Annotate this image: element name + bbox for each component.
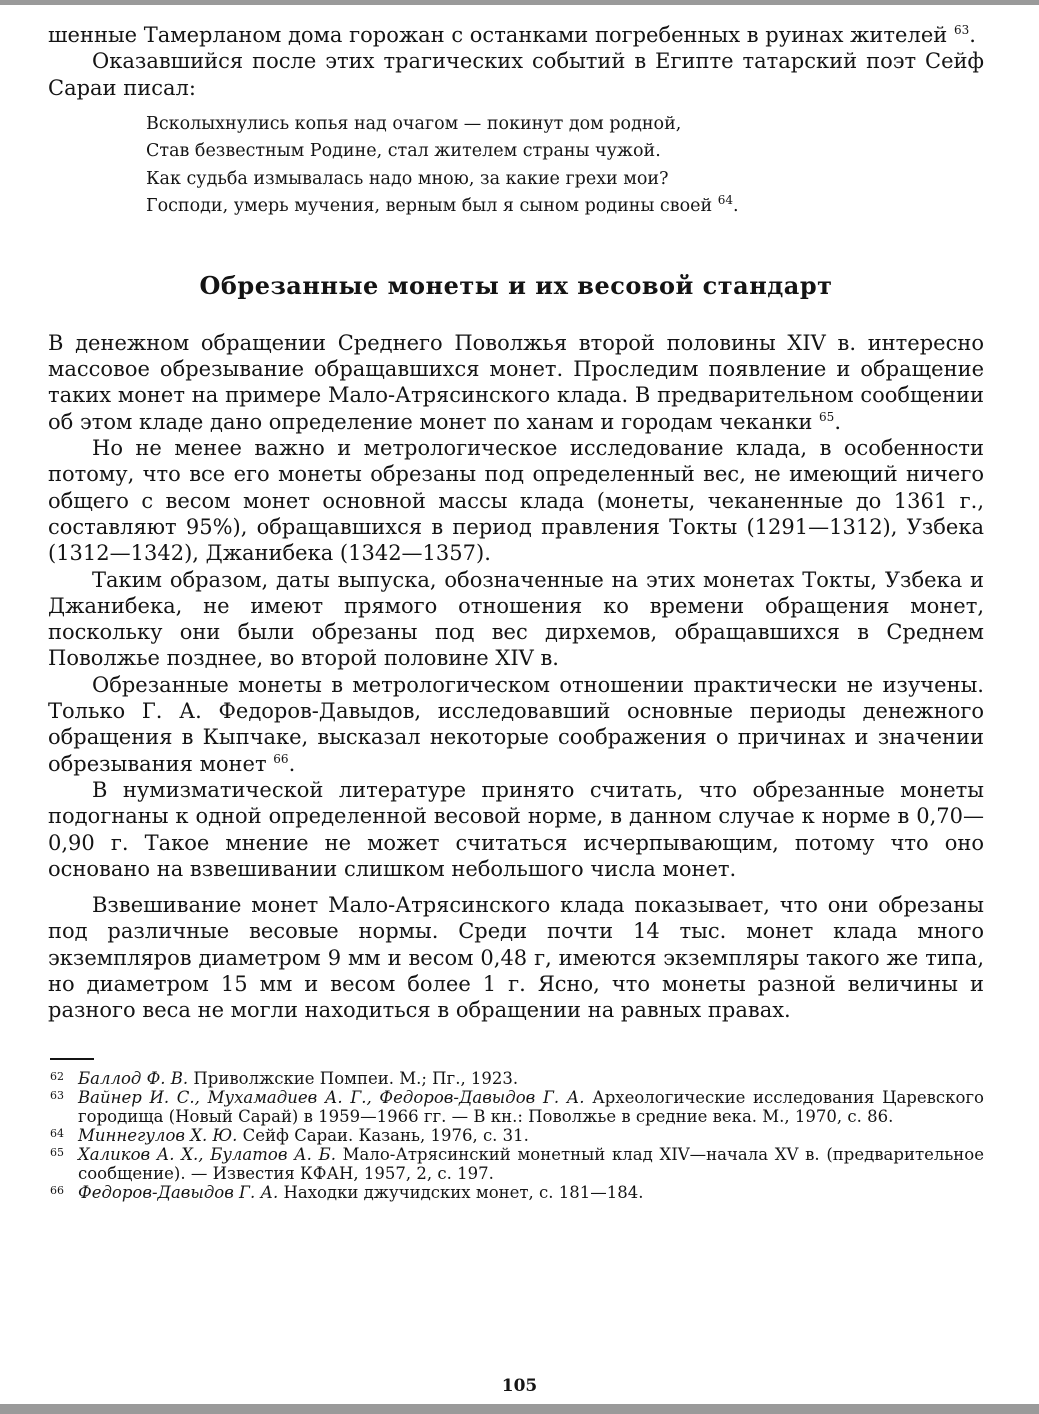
footnote-text: Приволжские Помпеи. М.; Пг., 1923. — [188, 1068, 519, 1088]
footnote-author: Баллод Ф. В. — [78, 1068, 189, 1088]
footnote — [48, 1069, 984, 1088]
footnote-text: Сейф Сараи. Казань, 1976, с. 31. — [237, 1125, 529, 1145]
viewer-bottom-border — [0, 1404, 1039, 1414]
continuation-paragraph: шенные Тамерланом дома горожан с останками погребенных в руинах жителей $^{63}$. — [48, 23, 976, 47]
body-paragraph: Взвешивание монет Мало-Атрясинского клада показывает, что они обрезаны под различные весовые нормы. Среди почти 14 тыс. монет клада много экземпляров диаметром 9 мм и весом 0,48 г, имеются экземпляры такого же типа, но диаметром 15 мм и весом более 1 г. Ясно, что монеты разной величины и разного веса не могли находиться в обращении на равных правах. — [48, 893, 984, 1023]
body-paragraph: Но не менее важно и метрологическое исследование клада, в особенности потому, что все его монеты обрезаны под определенный вес, не имеющий ничего общего с весом монет основной массы клада (монеты, чеканенные до 1361 г., составляют 95%), обращавшихся в период правления Токты (1291—1312), Узбека (1312—1342), Джанибека (1342—1357). — [48, 436, 984, 566]
footnote — [48, 1183, 984, 1202]
footnote-text: Мало-Атрясинский монетный клад XIV—начала XV в. (предварительное сообщение). — Известия КФАН, 1957, 2, с. 197. — [78, 1144, 984, 1183]
footnote-number: 64 — [50, 1126, 64, 1140]
body-paragraph: В нумизматической литературе принято считать, что обрезанные монеты подогнаны к одной определенной весовой норме, в данном случае к норме в 0,70—0,90 г. Такое мнение не может считаться исчерпывающим, потому что оно основано на взвешивании слишком небольшого числа монет. — [48, 777, 984, 881]
footnote-text: Находки джучидских монет, с. 181—184. — [278, 1182, 644, 1202]
poem-line: Как судьба измывалась надо мною, за какие грехи мои? — [146, 168, 669, 189]
footnote-author: Халиков А. Х., Булатов А. Б. — [78, 1144, 336, 1164]
page-number: 105 — [501, 1376, 538, 1396]
footnote — [48, 1126, 984, 1145]
footnote-ref-65: 65 — [819, 409, 835, 424]
footnote-author: Федоров-Давыдов Г. А. — [78, 1182, 279, 1202]
poem-line: Став безвестным Родине, стал жителем страны чужой. — [146, 141, 661, 162]
poem — [146, 111, 984, 221]
footnote-number: 62 — [50, 1069, 64, 1083]
footnote-ref-63: 63 — [953, 23, 970, 37]
footnote-text: Археологические исследования Царевского городища (Новый Сарай) в 1959—1966 гг. — В кн.: Поволжье в средние века. М., 1970, с. 86. — [78, 1087, 984, 1126]
poem-line: Всколыхнулись копья над очагом — покинут дом родной, — [146, 113, 682, 134]
body-paragraph: В денежном обращении Среднего Поволжья второй половины XIV в. интересно массовое обрезывание обращавшихся монет. Проследим появление и обращение таких монет на примере Мало-Атрясинского клада. В предварительном сообщении об этом кладе дано определение монет по ханам и городам чеканки $^{65}$. — [48, 330, 984, 434]
footnote-author: Миннегулов Х. Ю. — [78, 1125, 238, 1145]
viewer-top-border — [0, 0, 1039, 5]
footnote — [48, 1088, 984, 1126]
body-paragraph: Таким образом, даты выпуска, обозначенные на этих монетах Токты, Узбека и Джанибека, не имеют прямого отношения ко времени обращения монет, поскольку они были обрезаны под вес дирхемов, обращавшихся в Среднем Поволжье позднее, во второй половине XIV в. — [48, 567, 984, 671]
lead-paragraph: Оказавшийся после этих трагических событий в Египте татарский поэт Сейф Сараи писал: — [48, 49, 984, 100]
poem-line: Господи, умерь мучения, верным был я сыном родины своей $^{64}$. — [146, 193, 739, 217]
footnote — [48, 1145, 984, 1183]
section-heading: Обрезанные монеты и их весовой стандарт — [199, 270, 833, 300]
footnote-ref-64: 64 — [717, 193, 734, 208]
footnote-author: Вайнер И. С., Мухамадиев А. Г., Федоров-Давыдов Г. А. — [78, 1087, 585, 1107]
book-page — [48, 22, 984, 1202]
body-paragraph: Обрезанные монеты в метрологическом отношении практически не изучены. Только Г. А. Федоров-Давыдов, исследовавший основные периоды денежного обращения в Кыпчаке, высказал некоторые соображения о причинах и значении обрезывания монет $^{66}$. — [48, 672, 984, 776]
footnote-number: 65 — [50, 1145, 64, 1159]
footnote-number: 63 — [50, 1088, 64, 1102]
footnote-divider — [50, 1058, 94, 1060]
footnote-ref-66: 66 — [273, 751, 289, 766]
footnote-number: 66 — [50, 1183, 64, 1197]
